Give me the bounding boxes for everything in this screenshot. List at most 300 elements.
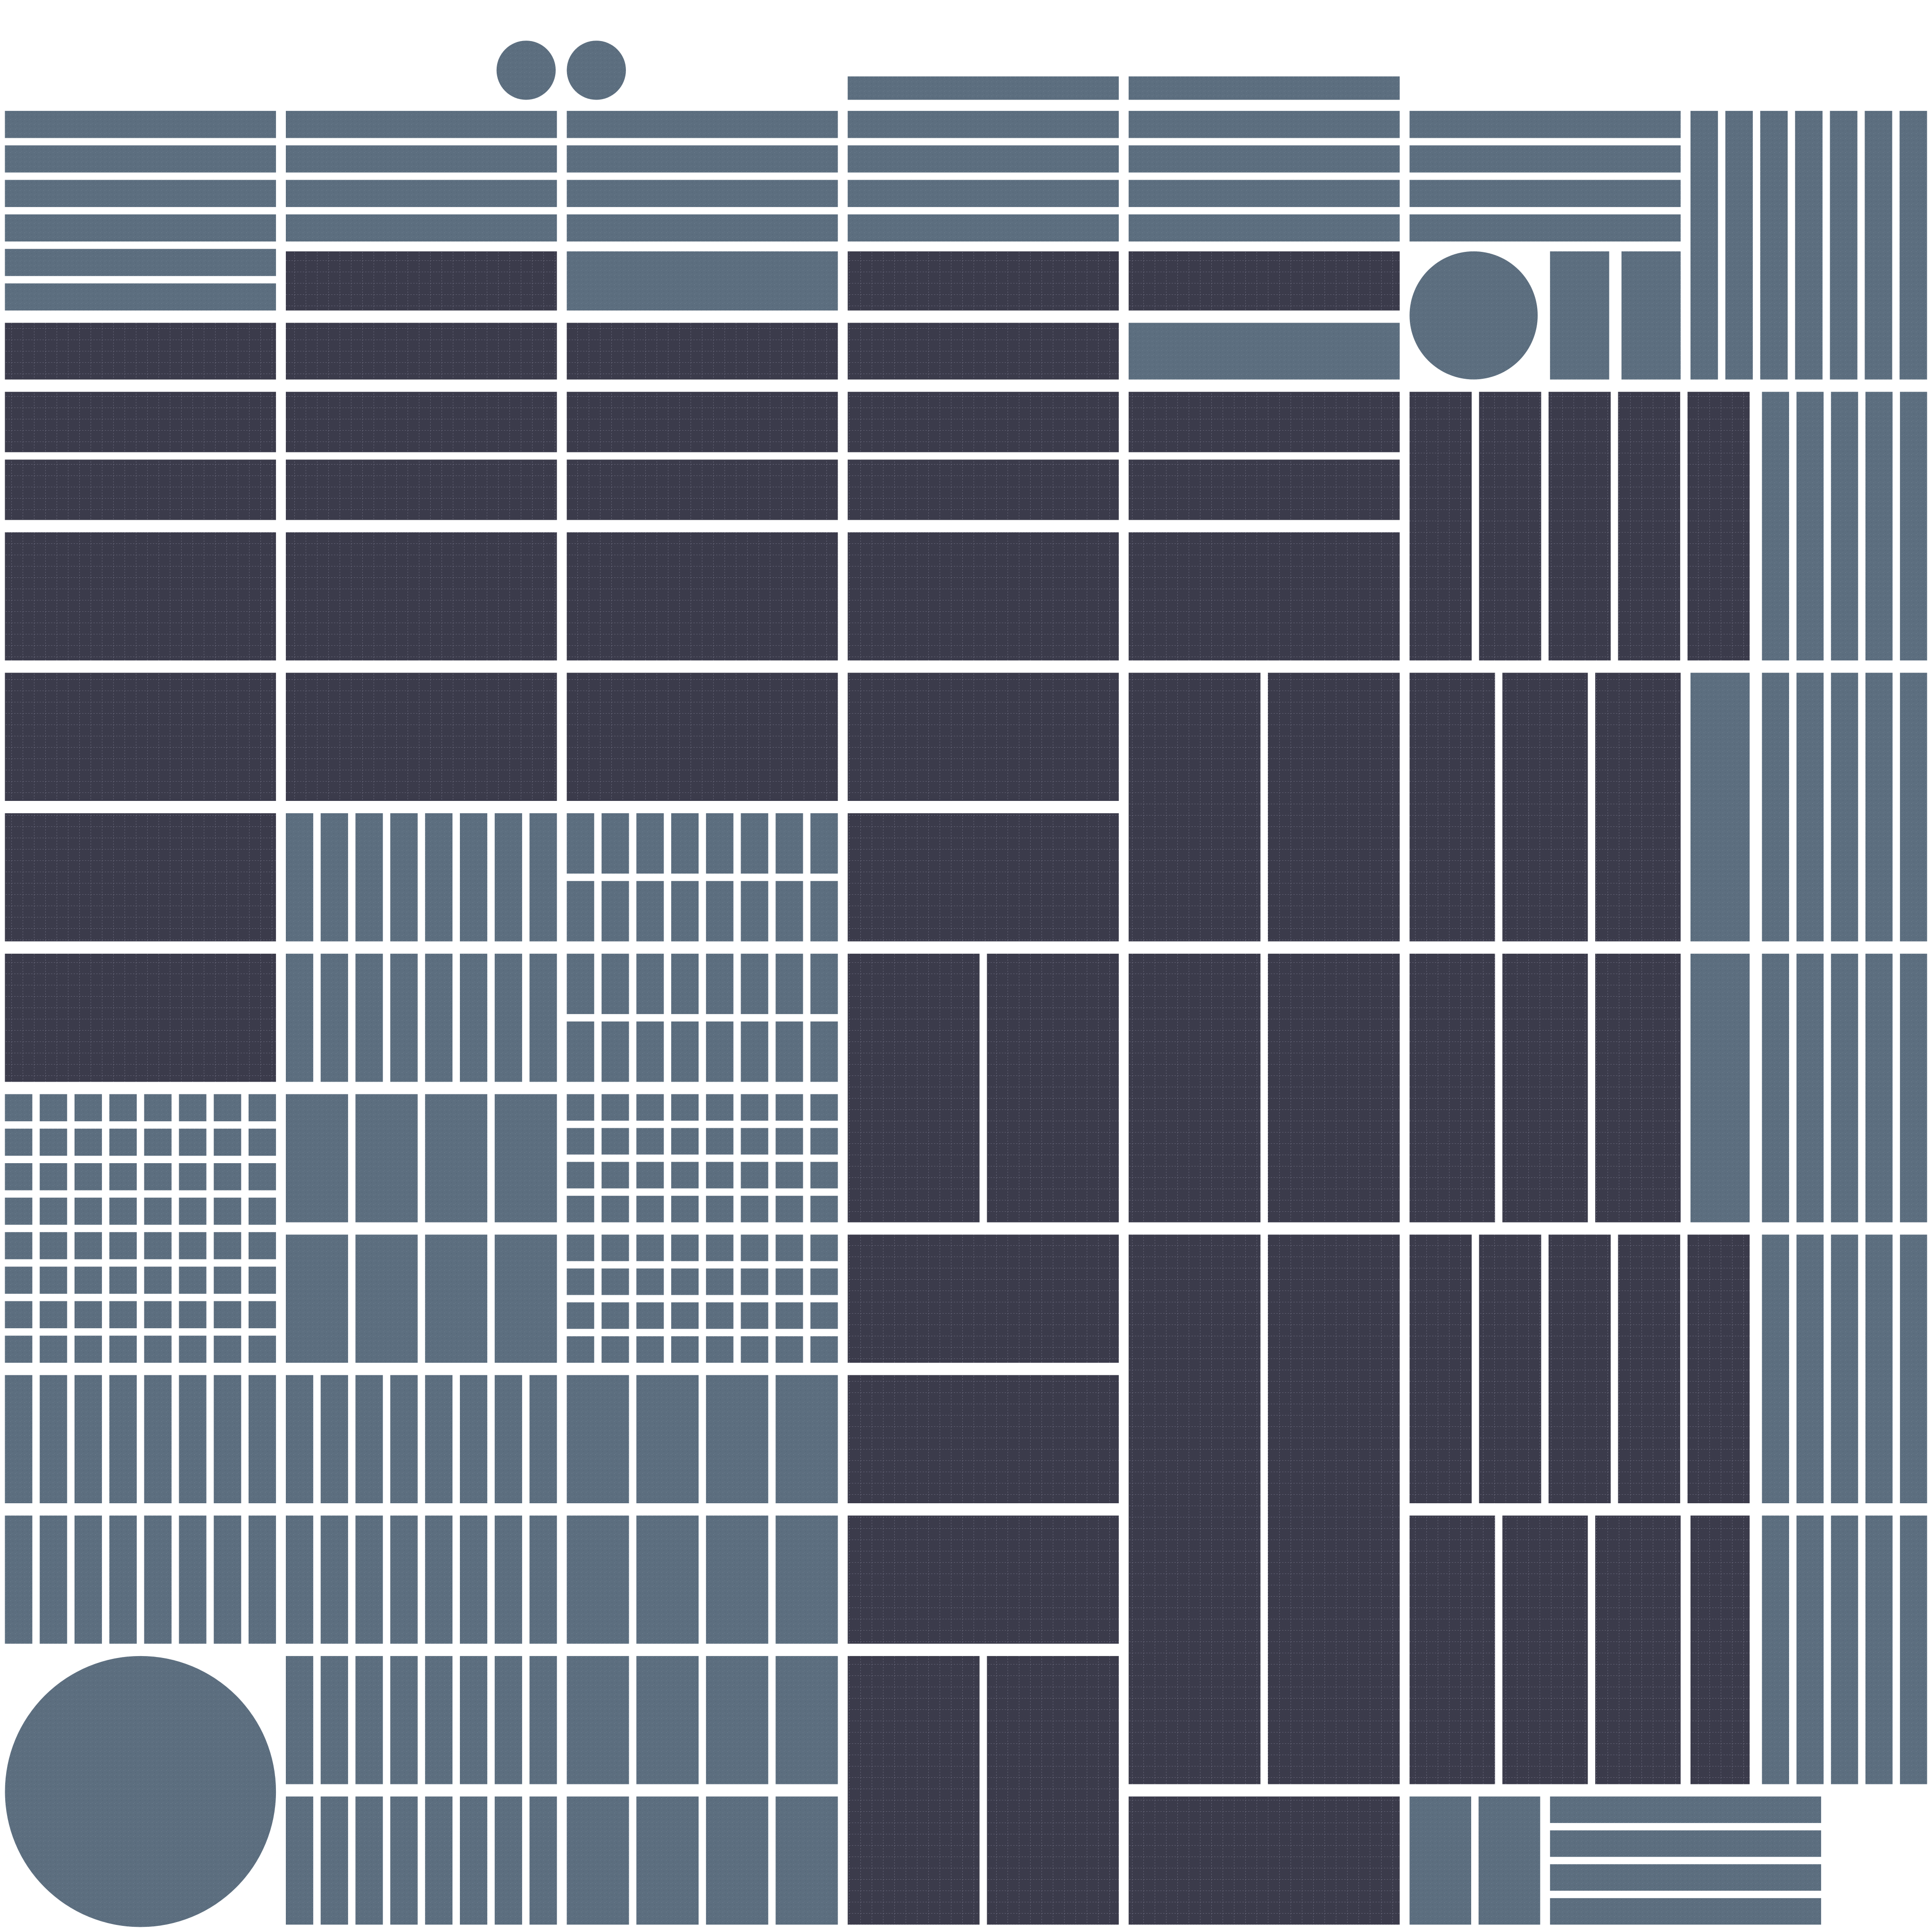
slate-strip (848, 145, 1119, 173)
slate-strip (848, 111, 1119, 138)
slate-tile (75, 1129, 102, 1156)
slate-strip (286, 813, 313, 941)
dark-panel (848, 1656, 980, 1925)
slate-strip (356, 954, 383, 1082)
slate-tile (671, 954, 699, 1014)
slate-strip (1900, 1235, 1927, 1504)
slate-strip (5, 1375, 32, 1503)
slate-tile (810, 1302, 838, 1329)
slate-strip (390, 1656, 417, 1784)
dark-panel (567, 392, 838, 452)
slate-panel (775, 1797, 838, 1925)
dark-panel (1129, 459, 1400, 520)
dark-panel (1595, 673, 1681, 941)
slate-tile (601, 1094, 629, 1121)
slate-tile (567, 1022, 594, 1082)
slate-strip (530, 1516, 557, 1644)
dark-panel (1595, 1516, 1681, 1784)
slate-strip (286, 145, 557, 173)
slate-strip (356, 1375, 383, 1503)
slate-strip (1900, 673, 1927, 941)
slate-tile (179, 1094, 206, 1122)
slate-tile (5, 1198, 32, 1225)
slate-tile (741, 1196, 768, 1222)
slate-strip (567, 215, 838, 242)
dark-panel (1268, 954, 1400, 1222)
slate-tile (706, 1302, 733, 1329)
slate-strip (390, 1375, 417, 1503)
slate-strip (5, 283, 276, 311)
dark-panel (1129, 1797, 1400, 1925)
slate-tile (741, 1094, 768, 1121)
dark-panel (286, 392, 557, 452)
circle-icon (567, 41, 626, 100)
slate-strip (75, 1375, 102, 1503)
slate-tile (109, 1266, 137, 1294)
slate-tile (109, 1094, 137, 1122)
dark-panel (1618, 1235, 1680, 1504)
slate-tile (109, 1198, 137, 1225)
slate-tile (601, 1302, 629, 1329)
slate-panel (706, 1656, 768, 1784)
slate-panel (706, 1797, 768, 1925)
slate-tile (810, 881, 838, 941)
slate-tile (775, 1268, 803, 1295)
slate-strip (567, 111, 838, 138)
slate-tile (144, 1198, 172, 1225)
slate-strip (1831, 673, 1858, 941)
slate-strip (1129, 215, 1400, 242)
dark-panel (286, 251, 557, 310)
slate-strip (1409, 145, 1681, 173)
slate-strip (1550, 1831, 1821, 1857)
slate-tile (636, 954, 664, 1014)
slate-strip (848, 76, 1119, 100)
slate-tile (810, 954, 838, 1014)
slate-tile (671, 1094, 699, 1121)
slate-strip (495, 1516, 522, 1644)
slate-tile (40, 1232, 67, 1259)
slate-strip (286, 954, 313, 1082)
slate-strip (321, 813, 348, 941)
dark-panel (1409, 392, 1472, 660)
slate-strip (321, 1797, 348, 1925)
slate-strip (1831, 1235, 1858, 1504)
slate-tile (109, 1336, 137, 1363)
slate-strip (425, 1375, 452, 1503)
slate-strip (356, 813, 383, 941)
slate-strip (5, 145, 276, 173)
dark-panel (286, 533, 557, 661)
slate-tile (40, 1198, 67, 1225)
slate-tile (567, 881, 594, 941)
slate-tile (75, 1301, 102, 1329)
slate-tile (601, 1196, 629, 1222)
slate-strip (5, 1516, 32, 1644)
slate-panel (636, 1797, 699, 1925)
slate-tile (741, 1268, 768, 1295)
dark-panel (1409, 954, 1495, 1222)
slate-strip (530, 1375, 557, 1503)
slate-panel (567, 1516, 629, 1644)
slate-tile (5, 1232, 32, 1259)
slate-tile (179, 1336, 206, 1363)
slate-strip (1865, 673, 1893, 941)
slate-strip (390, 954, 417, 1082)
slate-strip (286, 215, 557, 242)
dark-panel (286, 459, 557, 520)
slate-strip (460, 1516, 487, 1644)
slate-strip (460, 813, 487, 941)
slate-tile (109, 1232, 137, 1259)
slate-tile (5, 1094, 32, 1122)
circle-icon (1409, 251, 1538, 380)
slate-tile (706, 881, 733, 941)
slate-tile (671, 1268, 699, 1295)
dark-panel (5, 813, 276, 941)
slate-strip (1797, 954, 1824, 1222)
slate-tile (40, 1336, 67, 1363)
slate-tile (214, 1129, 241, 1156)
slate-strip (1830, 111, 1857, 380)
dark-panel (848, 954, 980, 1222)
slate-panel (1550, 251, 1609, 380)
slate-tile (601, 1162, 629, 1188)
dark-panel (848, 533, 1119, 661)
slate-tile (810, 1196, 838, 1222)
slate-tile (671, 1128, 699, 1155)
slate-tile (706, 1094, 733, 1121)
slate-panel (356, 1094, 418, 1223)
slate-panel (495, 1235, 557, 1363)
slate-strip (286, 1375, 313, 1503)
slate-tile (810, 1268, 838, 1295)
slate-tile (144, 1163, 172, 1191)
slate-strip (1690, 111, 1718, 380)
slate-strip (144, 1516, 172, 1644)
slate-panel (567, 1797, 629, 1925)
dark-panel (1409, 1235, 1472, 1504)
slate-panel (356, 1235, 418, 1363)
slate-tile (671, 1336, 699, 1363)
slate-tile (775, 1235, 803, 1261)
slate-tile (810, 1162, 838, 1188)
slate-strip (1900, 954, 1927, 1222)
slate-strip (460, 1375, 487, 1503)
slate-tile (775, 1336, 803, 1363)
slate-tile (636, 1302, 664, 1329)
slate-strip (321, 954, 348, 1082)
slate-panel (775, 1516, 838, 1644)
slate-tile (671, 1022, 699, 1082)
slate-strip (40, 1375, 67, 1503)
slate-tile (249, 1163, 276, 1191)
slate-tile (706, 1336, 733, 1363)
slate-strip (1797, 1235, 1824, 1504)
slate-strip (460, 1656, 487, 1784)
slate-tile (741, 1022, 768, 1082)
slate-tile (810, 1094, 838, 1121)
slate-tile (40, 1163, 67, 1191)
slate-tile (5, 1266, 32, 1294)
slate-strip (1409, 215, 1681, 242)
slate-strip (1797, 673, 1824, 941)
slate-strip (286, 111, 557, 138)
slate-tile (741, 1235, 768, 1261)
slate-tile (775, 1162, 803, 1188)
slate-tile (810, 813, 838, 874)
slate-strip (530, 1797, 557, 1925)
slate-tile (775, 1094, 803, 1121)
slate-tile (775, 954, 803, 1014)
slate-strip (848, 180, 1119, 207)
slate-tile (40, 1094, 67, 1122)
slate-tile (741, 1162, 768, 1188)
dark-panel (848, 251, 1119, 310)
slate-panel (567, 1656, 629, 1784)
slate-tile (249, 1198, 276, 1225)
slate-tile (249, 1336, 276, 1363)
slate-strip (1129, 76, 1400, 100)
slate-tile (810, 1022, 838, 1082)
dark-panel (1129, 392, 1400, 452)
slate-tile (144, 1129, 172, 1156)
slate-tile (636, 1196, 664, 1222)
slate-strip (356, 1797, 383, 1925)
slate-strip (5, 111, 276, 138)
slate-strip (848, 215, 1119, 242)
slate-tile (567, 1302, 594, 1329)
slate-strip (390, 1516, 417, 1644)
slate-strip (425, 954, 452, 1082)
slate-tile (5, 1129, 32, 1156)
slate-tile (75, 1163, 102, 1191)
slate-tile (636, 1235, 664, 1261)
slate-tile (706, 954, 733, 1014)
slate-tile (567, 1094, 594, 1121)
slate-strip (40, 1516, 67, 1644)
dark-panel (1479, 392, 1541, 660)
dark-panel (1688, 392, 1750, 660)
slate-tile (671, 813, 699, 874)
dark-panel (1549, 392, 1611, 660)
dark-panel (848, 459, 1119, 520)
slate-tile (75, 1232, 102, 1259)
slate-strip (356, 1656, 383, 1784)
slate-tile (671, 1162, 699, 1188)
slate-panel (567, 1375, 629, 1503)
slate-strip (1762, 392, 1790, 660)
slate-strip (495, 1656, 522, 1784)
slate-strip (5, 215, 276, 242)
slate-tile (741, 954, 768, 1014)
slate-strip (1762, 673, 1790, 941)
slate-strip (495, 1375, 522, 1503)
slate-tile (567, 1268, 594, 1295)
dark-panel (1549, 1235, 1611, 1504)
dark-panel (567, 459, 838, 520)
slate-tile (214, 1198, 241, 1225)
dark-panel (5, 323, 276, 379)
slate-strip (567, 180, 838, 207)
slate-tile (567, 1162, 594, 1188)
slate-strip (214, 1516, 241, 1644)
dark-panel (1409, 673, 1495, 941)
slate-tile (249, 1129, 276, 1156)
slate-panel (1690, 954, 1749, 1222)
slate-tile (144, 1336, 172, 1363)
slate-panel (1690, 673, 1749, 941)
slate-tile (636, 881, 664, 941)
slate-tile (567, 1128, 594, 1155)
slate-strip (425, 1656, 452, 1784)
slate-tile (144, 1301, 172, 1329)
slate-tile (775, 1022, 803, 1082)
slate-strip (286, 1797, 313, 1925)
slate-tile (671, 1302, 699, 1329)
slate-tile (775, 1302, 803, 1329)
slate-strip (495, 813, 522, 941)
dark-panel (848, 392, 1119, 452)
dark-panel (1479, 1235, 1541, 1504)
slate-tile (671, 1196, 699, 1222)
slate-tile (214, 1301, 241, 1329)
slate-strip (1409, 180, 1681, 207)
dark-panel (848, 1235, 1119, 1363)
slate-tile (601, 1235, 629, 1261)
dark-panel (5, 673, 276, 801)
slate-strip (495, 1797, 522, 1925)
dark-panel (848, 323, 1119, 379)
slate-tile (214, 1232, 241, 1259)
slate-tile (741, 1128, 768, 1155)
slate-tile (109, 1129, 137, 1156)
slate-tile (214, 1163, 241, 1191)
slate-strip (1865, 954, 1893, 1222)
slate-strip (286, 180, 557, 207)
slate-strip (1762, 1235, 1790, 1504)
slate-strip (1900, 392, 1927, 660)
slate-panel (636, 1656, 699, 1784)
dark-panel (1129, 954, 1261, 1222)
slate-tile (144, 1266, 172, 1294)
slate-panel (495, 1094, 557, 1223)
slate-tile (144, 1094, 172, 1122)
slate-strip (1831, 392, 1858, 660)
slate-tile (179, 1266, 206, 1294)
dark-panel (1129, 1235, 1261, 1784)
slate-tile (179, 1129, 206, 1156)
slate-tile (601, 1268, 629, 1295)
dark-panel (5, 533, 276, 661)
slate-tile (741, 1336, 768, 1363)
circle-icon (497, 41, 556, 100)
slate-tile (179, 1163, 206, 1191)
slate-strip (75, 1516, 102, 1644)
slate-strip (1129, 145, 1400, 173)
slate-panel (286, 1094, 348, 1223)
slate-strip (530, 954, 557, 1082)
slate-panel (425, 1235, 487, 1363)
slate-strip (425, 1516, 452, 1644)
slate-tile (741, 881, 768, 941)
dark-panel (848, 1516, 1119, 1644)
dark-panel (1409, 1516, 1495, 1784)
slate-strip (179, 1375, 206, 1503)
slate-tile (40, 1301, 67, 1329)
slate-tile (75, 1198, 102, 1225)
slate-panel (1622, 251, 1681, 380)
slate-tile (214, 1266, 241, 1294)
slate-tile (144, 1232, 172, 1259)
dark-panel (848, 673, 1119, 801)
slate-tile (567, 1235, 594, 1261)
slate-strip (1865, 111, 1892, 380)
slate-tile (567, 1336, 594, 1363)
slate-strip (1725, 111, 1753, 380)
slate-tile (775, 881, 803, 941)
slate-strip (1760, 111, 1788, 380)
slate-tile (741, 1302, 768, 1329)
dark-panel (5, 954, 276, 1082)
slate-tile (214, 1094, 241, 1122)
slate-strip (356, 1516, 383, 1644)
slate-tile (810, 1128, 838, 1155)
slate-tile (567, 813, 594, 874)
slate-tile (636, 1336, 664, 1363)
slate-tile (249, 1266, 276, 1294)
slate-strip (390, 813, 417, 941)
slate-tile (671, 881, 699, 941)
slate-strip (109, 1516, 137, 1644)
slate-tile (775, 1128, 803, 1155)
slate-tile (75, 1336, 102, 1363)
slate-tile (109, 1163, 137, 1191)
slate-tile (601, 813, 629, 874)
slate-strip (1129, 111, 1400, 138)
dark-panel (987, 954, 1119, 1222)
slate-tile (5, 1301, 32, 1329)
dark-panel (567, 533, 838, 661)
slate-tile (636, 1128, 664, 1155)
slate-strip (460, 954, 487, 1082)
slate-strip (1795, 111, 1823, 380)
slate-strip (249, 1375, 276, 1503)
dark-panel (1502, 1516, 1588, 1784)
slate-tile (706, 813, 733, 874)
slate-tile (249, 1232, 276, 1259)
slate-panel (1479, 1797, 1541, 1925)
slate-tile (179, 1232, 206, 1259)
slate-strip (1797, 392, 1824, 660)
dark-panel (1502, 954, 1588, 1222)
slate-strip (144, 1375, 172, 1503)
slate-tile (567, 1196, 594, 1222)
slate-tile (567, 954, 594, 1014)
slate-tile (601, 1336, 629, 1363)
slate-strip (1762, 954, 1790, 1222)
slate-strip (1900, 1516, 1927, 1784)
slate-tile (601, 1128, 629, 1155)
slate-tile (706, 1196, 733, 1222)
slate-panel (567, 251, 838, 310)
slate-strip (425, 813, 452, 941)
dark-panel (5, 459, 276, 520)
slate-tile (249, 1301, 276, 1329)
dark-panel (286, 323, 557, 379)
slate-strip (1409, 111, 1681, 138)
slate-tile (636, 1268, 664, 1295)
